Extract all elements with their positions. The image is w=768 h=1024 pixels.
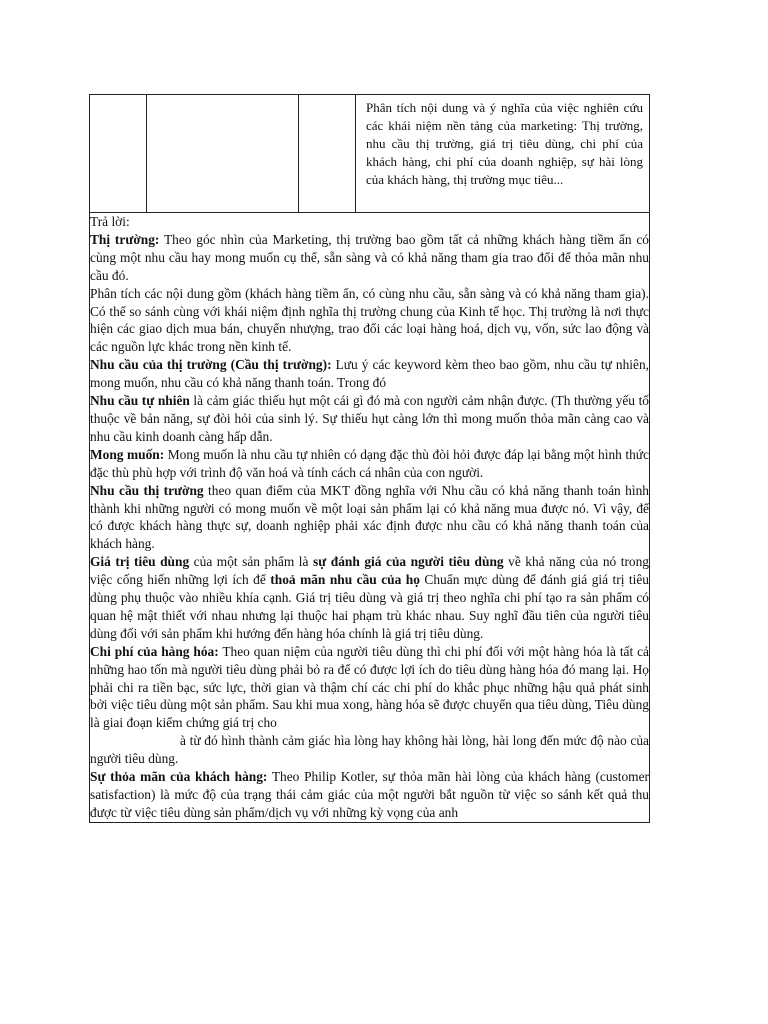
paragraph-text: Lưu ý các keyword kèm theo bao gồm, nhu cầu tự nhiên, mong muốn, nhu cầu có khả năng thanh toán. Trong đó [90,357,649,391]
paragraph-mong-muon [90,446,649,482]
paragraph-text: của một sản phẩm là [189,554,314,570]
paragraph-nhu-cau-tu-nhien [90,392,649,446]
table-header-row [90,95,650,213]
paragraph-text: về khả năng của nó trong việc cống hiến những lợi ích để [90,554,650,588]
emphasis-thoa-man: thoả mãn nhu cầu của họ [270,572,420,588]
term-thi-truong: Thị trường: [90,231,160,247]
term-su-thoa-man: Sự thỏa mãn của khách hàng: [90,769,268,785]
term-chi-phi: Chi phí của hàng hóa: [90,643,219,659]
paragraph-text: Mong muốn là nhu cầu tự nhiên có dạng đặc thù đòi hỏi được đáp lại bằng một hình thức đặc thù phù hợp với trình độ văn hoá và tính cách cá nhân của con người. [90,446,649,480]
paragraph-su-thoa-man [90,768,649,822]
term-nhu-cau-tu-nhien: Nhu cầu tự nhiên [90,393,190,409]
term-cau-thi-truong: Nhu cầu của thị trường (Cầu thị trường): [90,357,332,373]
paragraph-text: là cảm giác thiếu hụt một cái gì đó mà con người cảm nhận được. (Th thường yếu tố thuộc về bản năng, sự đòi hỏi của sinh lý. Sự thiếu hụt càng lớn thì mong muốn thỏa mãn càng cao và nhu cầu kinh doanh càng hấp dẫn. [90,393,649,444]
question-text: Phân tích nội dung và ý nghĩa của việc nghiên cứu các khái niệm nền tảng của marketing: Thị trường, nhu cầu thị trường, giá trị tiêu dùng, chi phí của khách hàng, chi phí của doanh nghiệp, sự hài lòng của khách hàng, thị trường mục tiêu... [366,100,643,187]
term-mong-muon: Mong muốn: [90,446,165,462]
paragraph-gia-tri-tieu-dung [90,553,649,643]
term-gia-tri-tieu-dung: Giá trị tiêu dùng [90,554,190,570]
answer-label: Trả lời: [90,214,130,229]
empty-cell-3 [299,95,356,213]
emphasis-danh-gia: sự đánh giá của người tiêu dùng [313,554,504,570]
paragraph-text: theo quan điểm của MKT đồng nghĩa với Nhu cầu có khả năng thanh toán hình thành khi những người có mong muốn về một loại sản phẩm lại có khả năng mua được nó. Vì vậy, để có được khách hàng thực sự, doanh nghiệp phải xác định được nhu cầu có khả năng thanh toán của khách hàng. [90,482,649,552]
paragraph-analysis: Phân tích các nội dung gồm (khách hàng tiềm ẩn, có cùng nhu cầu, sẵn sàng và có khả năng tham gia). Có thể so sánh cùng với khái niệm định nghĩa thị trường chung của Kinh tế học. Thị trường là nơi thực hiện các giao dịch mua bán, chuyển nhượng, trao đổi các loại hàng hoá, dịch vụ, vốn, sức lao động và các nguồn lực khác trong nền kinh tế. [90,285,649,355]
answer-cell [90,213,650,823]
answer-row [90,213,650,823]
question-cell [356,95,650,213]
paragraph-text: Theo quan niệm của người tiêu dùng thì chi phí đối với một hàng hóa là tất cả những hao tốn mà người tiêu dùng phải bỏ ra để có được lợi ích do tiêu dùng hàng hóa đó mang lại. Họ phải chi ra tiền bạc, sức lực, thời gian và thậm chí các chi phí do khắc phục những hậu quả phát sinh bởi việc tiêu dùng một sản phẩm. Sau khi mua xong, hàng hóa sẽ được chuyển qua tiêu dùng, Tiêu dùng là giai đoạn kiểm chứng giá trị cho [90,643,649,731]
paragraph-nhu-cau-thi-truong [90,482,649,554]
paragraph-cau-thi-truong [90,356,649,392]
term-nhu-cau-thi-truong: Nhu cầu thị trường [90,482,204,498]
paragraph-text: Chuẩn mực dùng để đánh giá giá trị tiêu dùng phụ thuộc vào nhiều khía cạnh. Giá trị tiêu dùng và giá trị theo nghĩa chi phí tạo ra sản phẩm có quan hệ mật thiết với nhau nhưng lại thuộc hai phạm trù khác nhau. Suy nghĩ đầu tiên của người tiêu dùng đối với sản phẩm khi hướng đến hàng hóa chính là giá trị tiêu dùng. [90,572,649,641]
empty-cell-1 [90,95,147,213]
paragraph-text: Theo góc nhìn của Marketing, thị trường bao gồm tất cả những khách hàng tiềm ẩn có cùng một nhu cầu hay mong muốn cụ thể, sẵn sàng và có khả năng tham gia trao đổi để thỏa mãn nhu cầu đó. [90,231,649,283]
paragraph-text-continued: à từ đó hình thành cảm giác hìa lòng hay không hài lòng, hài long đến mức độ nào của người tiêu dùng. [90,733,649,767]
paragraph-thi-truong [90,231,649,285]
document-table [89,94,650,823]
paragraph-text: Theo Philip Kotler, sự thỏa mãn hài lòng của khách hàng (customer satisfaction) là mức độ của trạng thái cảm giác của một người bắt nguồn từ việc so sánh kết quả thu được từ việc tiêu dùng sản phẩm/dịch vụ với những kỳ vọng của anh [90,769,649,820]
empty-cell-2 [147,95,299,213]
paragraph-chi-phi [90,643,649,768]
